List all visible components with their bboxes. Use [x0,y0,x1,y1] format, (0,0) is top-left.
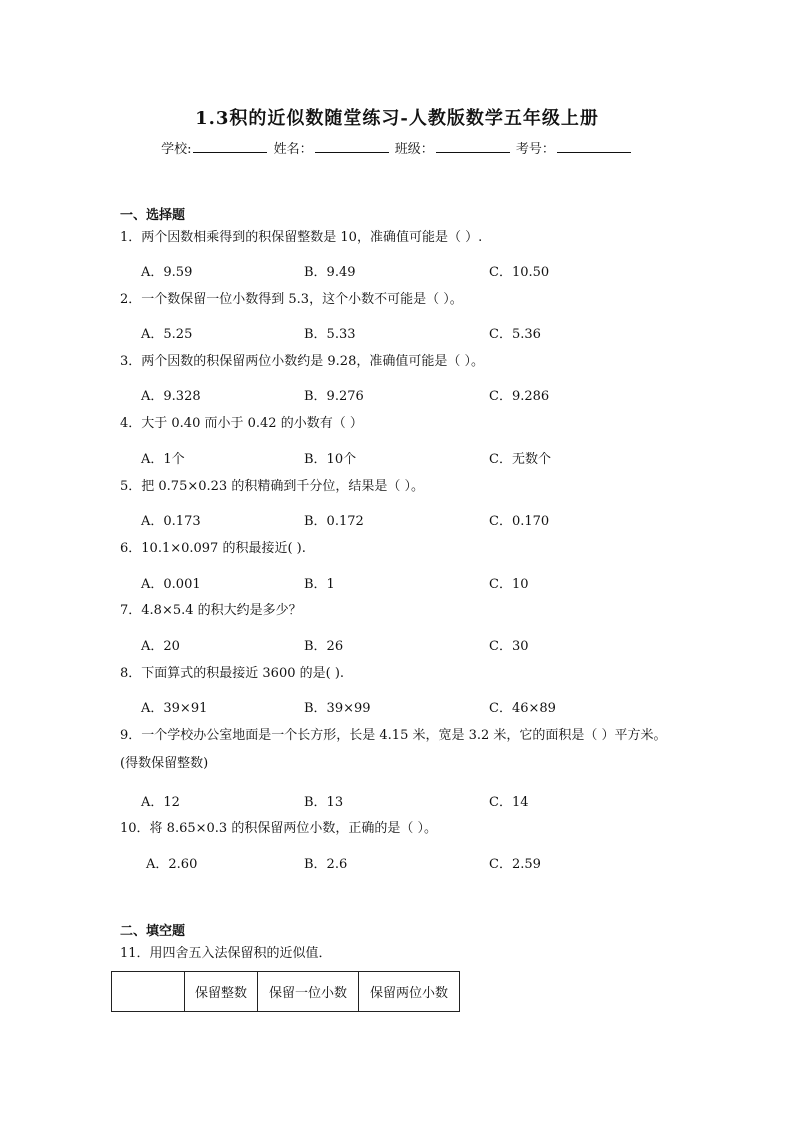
question-8: 8．下面算式的积最接近 3600 的是( ). [120,666,345,681]
question-5: 5．把 0.75×0.23 的积精确到千分位，结果是（ ）。 [120,479,424,494]
option-a: A．2.60 [146,857,198,872]
school-label: 学校: [161,142,192,157]
table-header-cell [112,972,185,1012]
table-header-cell: 保留整数 [185,972,258,1012]
option-a: A．20 [141,639,180,654]
option-b: B．9.49 [304,265,356,280]
option-a: A．9.328 [141,389,201,404]
option-b: B．1 [304,577,335,592]
option-a: A．0.173 [141,514,201,529]
option-b: B．0.172 [304,514,364,529]
question-11: 11．用四舍五入法保留积的近似值． [120,946,332,961]
question-2: 2．一个数保留一位小数得到 5.3，这个小数不可能是（ ）。 [120,292,463,307]
section-heading-choice: 一、选择题 [120,208,186,223]
class-label: 班级： [394,142,434,157]
option-a: A．1个 [141,452,185,467]
question-7: 7．4.8×5.4 的积大约是多少？ [120,603,302,618]
table-header-cell: 保留两位小数 [359,972,460,1012]
option-c: C．无数个 [489,452,551,467]
exam-number-label: 考号： [515,142,555,157]
table-header-cell: 保留一位小数 [258,972,359,1012]
question-3: 3．两个因数的积保留两位小数约是 9.28，准确值可能是（ ）。 [120,354,484,369]
question-4: 4．大于 0.40 而小于 0.42 的小数有（ ） [120,416,363,431]
option-b: B．26 [304,639,344,654]
option-c: C．10.50 [489,265,550,280]
option-c: C．5.36 [489,327,541,342]
option-a: A．39×91 [141,701,208,716]
option-c: C．14 [489,795,529,810]
question-10: 10．将 8.65×0.3 的积保留两位小数，正确的是（ ）。 [120,821,437,836]
option-a: A．9.59 [141,265,193,280]
option-b: B．9.276 [304,389,364,404]
page-title: 1.3积的近似数随堂练习-人教版数学五年级上册 [195,108,599,129]
option-c: C．2.59 [489,857,541,872]
school-blank [193,140,267,153]
option-b: B．10个 [304,452,357,467]
option-c: C．9.286 [489,389,550,404]
question-9: 9．一个学校办公室地面是一个长方形，长是 4.15 米，宽是 3.2 米，它的面积是（ ）平方米。(得数保留整数) [120,728,667,771]
table-row [112,972,460,1012]
option-a: A．5.25 [141,327,193,342]
question-6: 6．10.1×0.097 的积最接近( ). [120,541,306,556]
question-1: 1．两个因数相乘得到的积保留整数是 10，准确值可能是（ ）. [120,230,483,245]
exam-number-blank [557,140,631,153]
section-heading-fill: 二、填空题 [120,924,186,939]
option-c: C．30 [489,639,529,654]
option-b: B．13 [304,795,344,810]
option-a: A．0.001 [141,577,201,592]
option-c: C．10 [489,577,529,592]
option-c: C．0.170 [489,514,550,529]
option-c: C．46×89 [489,701,556,716]
option-a: A．12 [141,795,180,810]
class-blank [436,140,510,153]
option-b: B．39×99 [304,701,371,716]
name-label: 姓名： [273,142,313,157]
option-b: B．2.6 [304,857,348,872]
student-info-line [0,138,794,157]
option-b: B．5.33 [304,327,356,342]
rounding-table [111,971,460,1012]
name-blank [315,140,389,153]
